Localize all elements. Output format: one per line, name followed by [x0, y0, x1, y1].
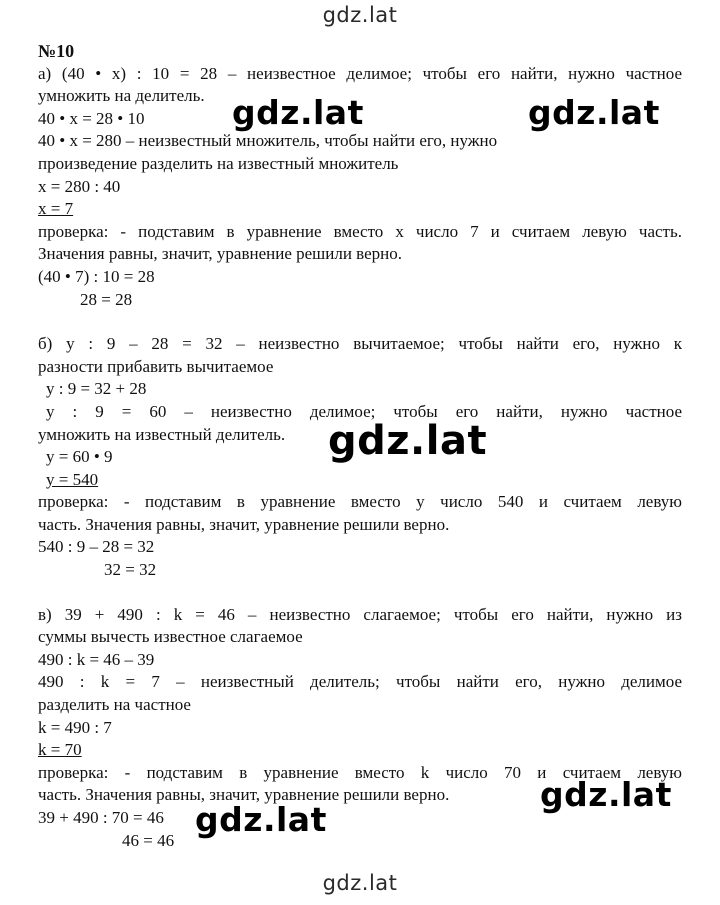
- part-a-check-line-2: Значения равны, значит, уравнение решили верно.: [38, 244, 402, 264]
- part-b-answer: у = 540: [46, 469, 99, 489]
- part-c-line-6: k = 490 : 7: [38, 717, 112, 737]
- part-b-line-2: разности прибавить вычитаемое: [38, 356, 274, 376]
- watermark-top: gdz.lat: [322, 3, 398, 27]
- part-b-line-1: б) у : 9 – 28 = 32 – неизвестно вычитаемое; чтобы найти его, нужно к: [38, 334, 682, 354]
- part-a-check-result: 28 = 28: [80, 289, 133, 309]
- part-b-check-line-1: проверка: - подставим в уравнение вместо у число 540 и считаем левую: [38, 492, 682, 512]
- part-a-check-expression: (40 • 7) : 10 = 28: [38, 266, 155, 286]
- part-c-check-result: 46 = 46: [122, 830, 175, 850]
- part-c-line-3: 490 : k = 46 – 39: [38, 649, 155, 669]
- part-a-check-line-1: проверка: - подставим в уравнение вместо х число 7 и считаем левую часть.: [38, 221, 682, 241]
- part-b-line-3: у : 9 = 32 + 28: [46, 379, 147, 399]
- part-b-line-4: у : 9 = 60 – неизвестно делимое; чтобы его найти, нужно частное: [46, 401, 682, 421]
- part-a-line-3: 40 • х = 28 • 10: [38, 108, 145, 128]
- part-a-line-2: умножить на делитель.: [38, 86, 205, 106]
- part-c-answer: k = 70: [38, 740, 82, 760]
- part-c-check-line-2: часть. Значения равны, значит, уравнение решили верно.: [38, 785, 450, 805]
- part-a-line-4: 40 • х = 280 – неизвестный множитель, чтобы найти его, нужно: [38, 131, 498, 151]
- part-c-check-line-1: проверка: - подставим в уравнение вместо k число 70 и считаем левую: [38, 762, 682, 782]
- part-b-check-result: 32 = 32: [104, 560, 157, 580]
- part-a-answer: х = 7: [38, 199, 74, 219]
- watermark-overlay: gdz.lat: [328, 418, 488, 464]
- part-c-line-4: 490 : k = 7 – неизвестный делитель; чтобы найти его, нужно делимое: [38, 672, 682, 692]
- watermark-overlay: gdz.lat: [540, 775, 672, 814]
- task-number: №10: [38, 41, 75, 61]
- watermark-overlay: gdz.lat: [528, 93, 660, 132]
- part-b-line-6: у = 60 • 9: [46, 447, 113, 467]
- part-c-line-2: суммы вычесть известное слагаемое: [38, 627, 303, 647]
- part-b-check-line-2: часть. Значения равны, значит, уравнение решили верно.: [38, 514, 450, 534]
- part-b-line-5: умножить на известный делитель.: [38, 424, 286, 444]
- watermark-overlay: gdz.lat: [195, 800, 327, 839]
- part-a-line-5: произведение разделить на известный множитель: [38, 153, 399, 173]
- part-c-check-expression: 39 + 490 : 70 = 46: [38, 808, 164, 827]
- watermark-overlay: gdz.lat: [232, 93, 364, 132]
- part-b-check-expression: 540 : 9 – 28 = 32: [38, 537, 155, 557]
- part-c-line-5: разделить на частное: [38, 695, 191, 715]
- watermark-bottom: gdz.lat: [322, 871, 398, 895]
- part-a-line-6: х = 280 : 40: [38, 176, 121, 196]
- part-a-line-1: а) (40 • х) : 10 = 28 – неизвестное делимое; чтобы его найти, нужно частное: [38, 63, 682, 83]
- part-c-line-1: в) 39 + 490 : k = 46 – неизвестно слагаемое; чтобы его найти, нужно из: [38, 604, 682, 624]
